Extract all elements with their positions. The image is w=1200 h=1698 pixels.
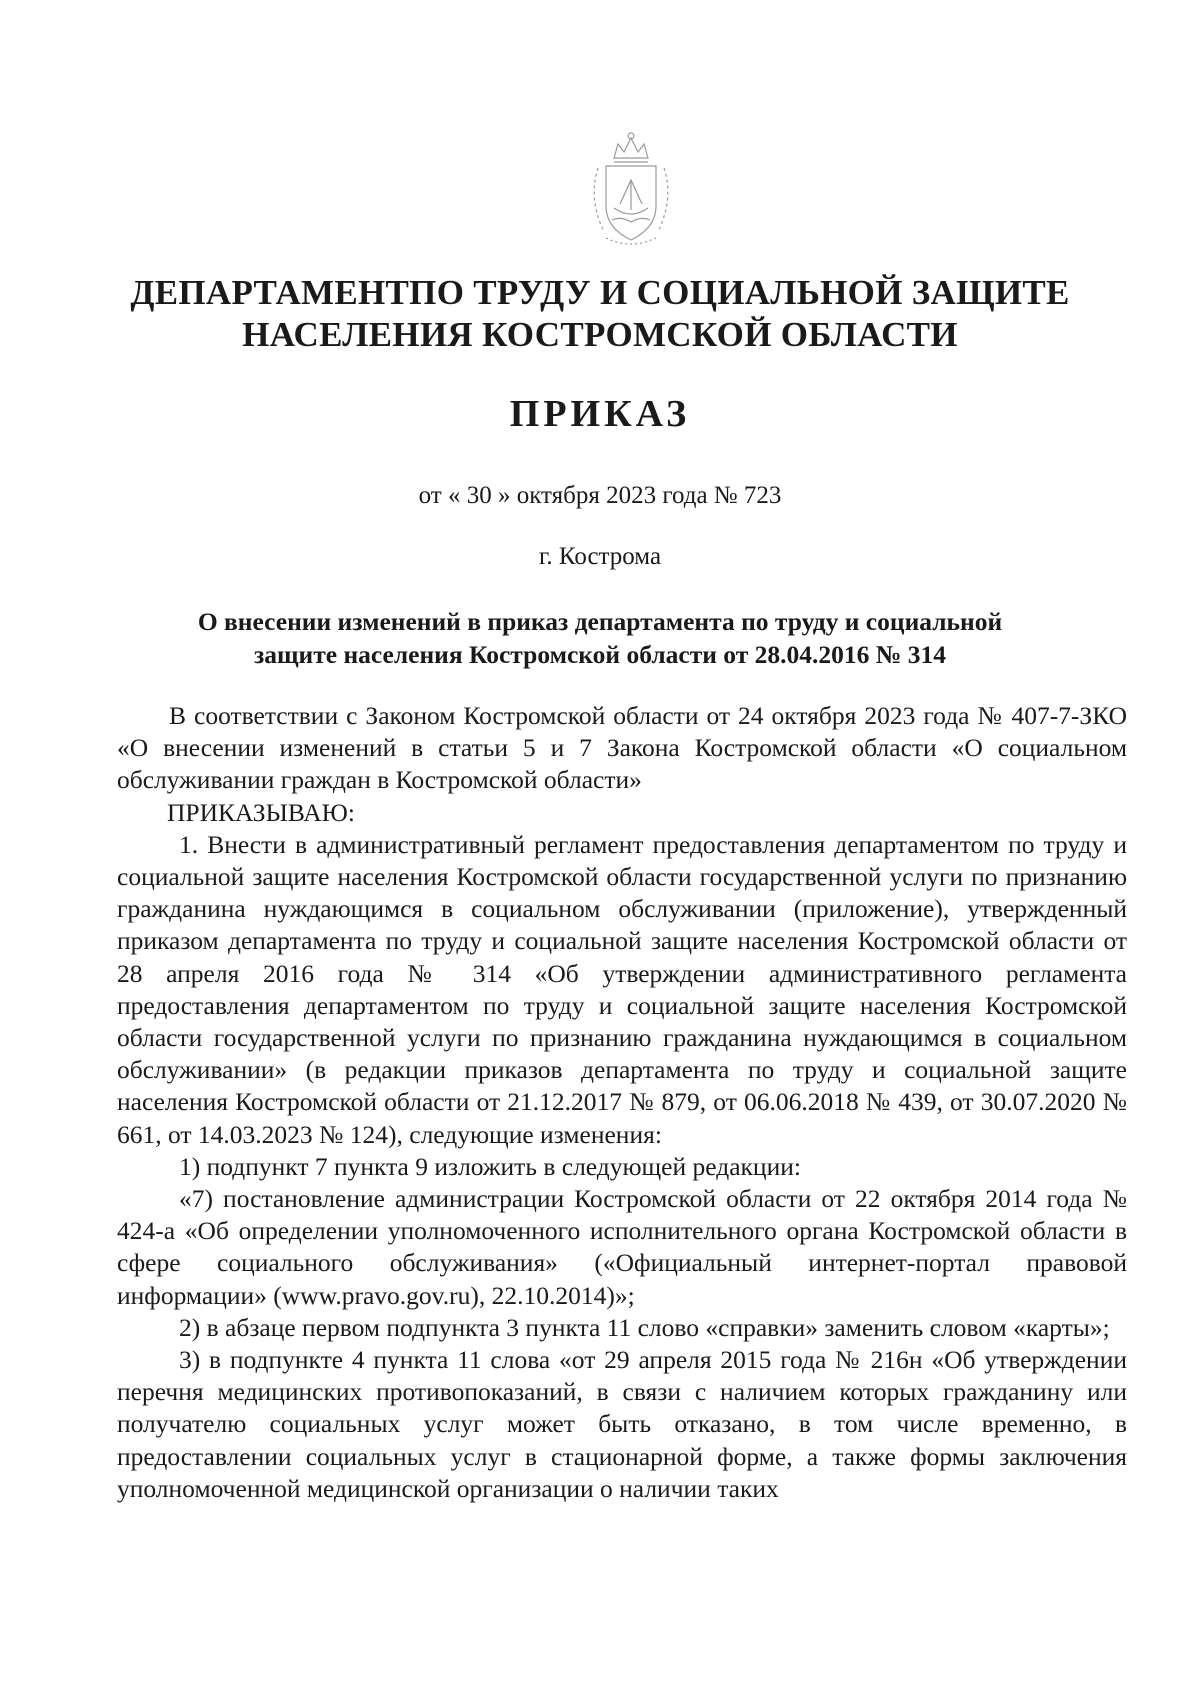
subitem-3-paragraph: 3) в подпункте 4 пункта 11 слова «от 29 апреля 2015 года № 216н «Об утверждении перечня медицинских противопоказаний, в связи с наличием которых гражданину или получателю социальных услуг может быть отказано, в том числе временно, в предоставлении социальных услуг в стационарной форме, а также формы заключения уполномоченной медицинской организации о наличии таких bbox=[117, 1345, 1127, 1503]
order-word: ПРИКАЗЫВАЮ: bbox=[167, 797, 355, 827]
subitem-1-paragraph: 1) подпункт 7 пункта 9 изложить в следующей редакции: bbox=[179, 1151, 801, 1181]
order-date-number: от « 30 » октября 2023 года № 723 bbox=[418, 482, 782, 509]
preamble-paragraph: В соответствии с Законом Костромской области от 24 октября 2023 года № 407-7-ЗКО «О внесении изменений в статьи 5 и 7 Закона Костромской области «О социальном обслуживании граждан в Костромской области» bbox=[117, 701, 1127, 795]
order-subject bbox=[0, 605, 1200, 671]
authority-line-2: НАСЕЛЕНИЯ КОСТРОМСКОЙ ОБЛАСТИ bbox=[242, 315, 958, 354]
order-body bbox=[117, 700, 1127, 1505]
order-city: г. Кострома bbox=[538, 543, 662, 570]
subject-line-1: О внесении изменений в приказ департамента по труду и социальной bbox=[197, 607, 1003, 636]
subitem-2-paragraph: 2) в абзаце первом подпункта 3 пункта 11 слово «справки» заменить словом «карты»; bbox=[179, 1312, 1110, 1342]
quote-1-paragraph: «7) постановление администрации Костромской области от 22 октября 2014 года № 424-а «Об определении уполномоченного исполнительного органа Костромской области в сфере социального обслуживания» («Официальный интернет-портал правовой информации» (www.pravo.gov.ru), 22.10.2014)»; bbox=[117, 1184, 1127, 1310]
subject-line-2: защите населения Костромской области от 28.04.2016 № 314 bbox=[254, 640, 946, 669]
item-1-paragraph: 1. Внести в административный регламент предоставления департаментом по труду и социальной защите населения Костромской области государственной услуги по признанию гражданина нуждающимся в социальном обслуживании (приложение), утвержденный приказом департамента по труду и социальной защите населения Костромской области от 28 апреля 2016 года № 314 «Об утверждении административного регламента предоставления департаментом по труду и социальной защите населения Костромской области государственной услуги по признанию гражданина нуждающимся в социальном обслуживании» (в редакции приказов департамента по труду и социальной защите населения Костромской области от 21.12.2017 № 879, от 06.06.2018 № 439, от 30.07.2020 № 661, от 14.03.2023 № 124), следующие изменения: bbox=[117, 829, 1127, 1149]
issuing-authority bbox=[0, 272, 1200, 356]
document-type-title: ПРИКАЗ bbox=[509, 393, 691, 435]
kostroma-coat-of-arms-icon bbox=[576, 128, 686, 248]
authority-line-1: ДЕПАРТАМЕНТПО ТРУДУ И СОЦИАЛЬНОЙ ЗАЩИТЕ bbox=[130, 273, 1070, 312]
